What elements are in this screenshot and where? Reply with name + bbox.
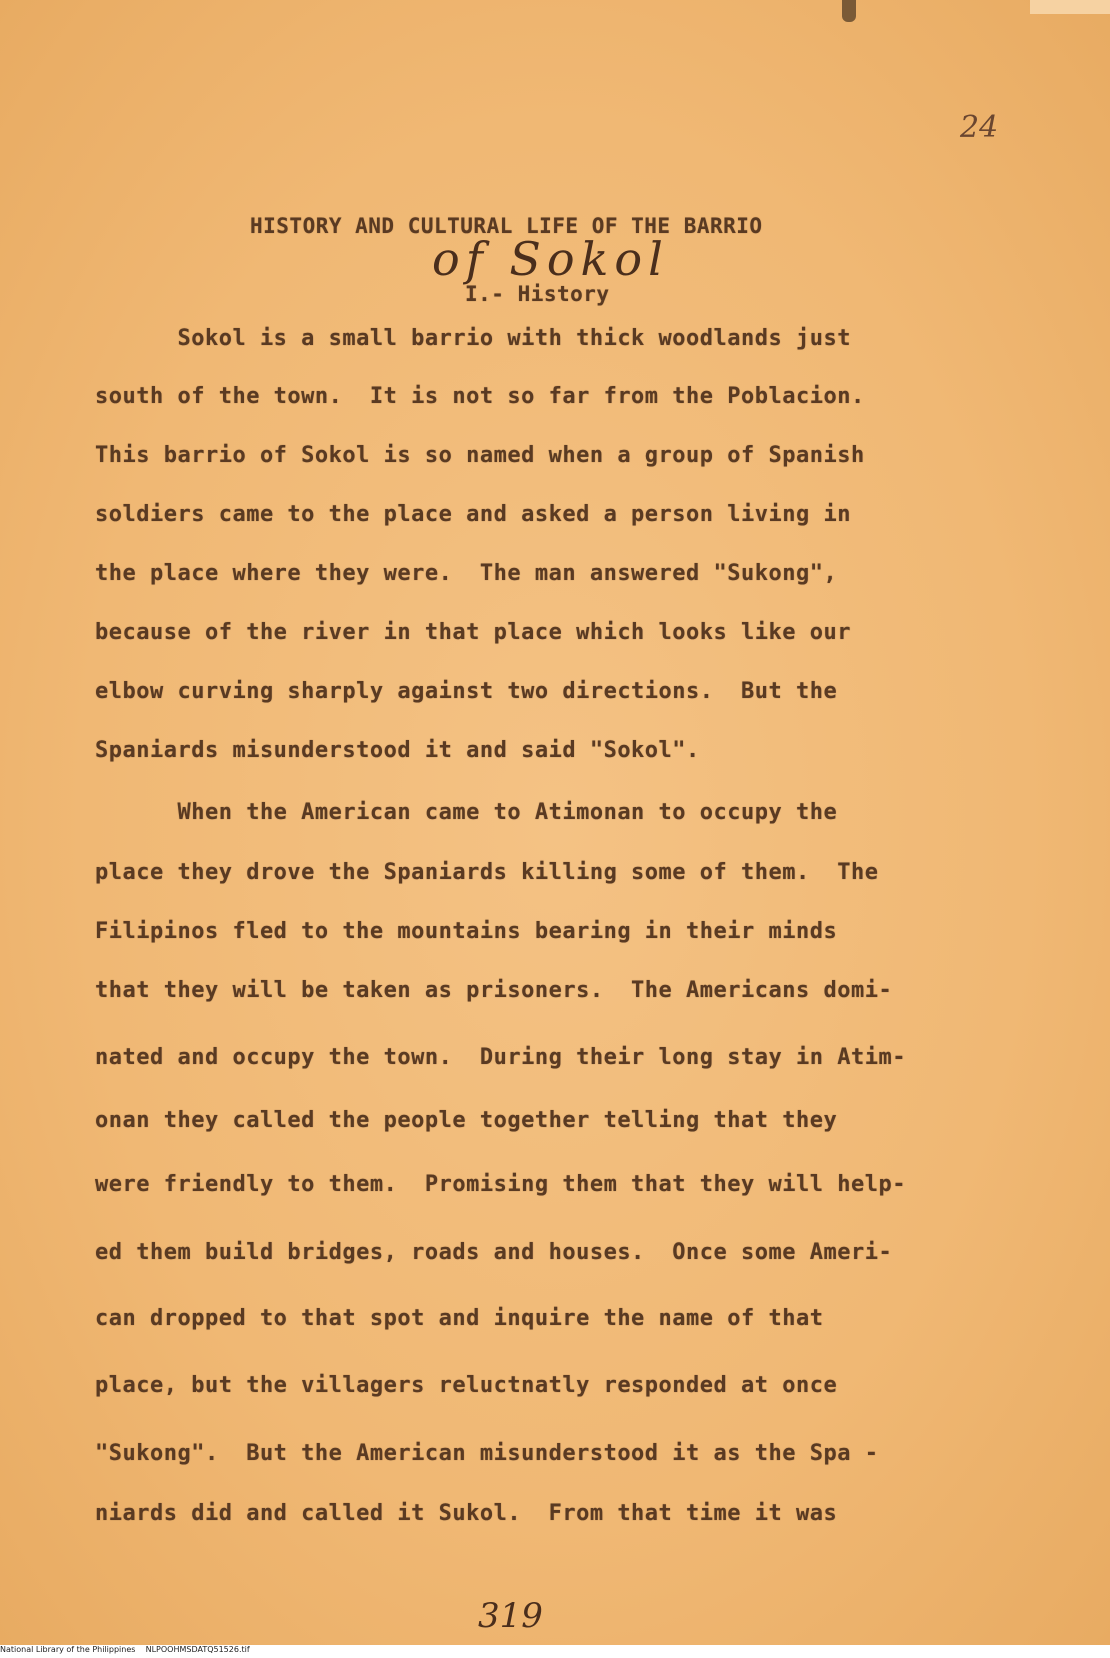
document-title: HISTORY AND CULTURAL LIFE OF THE BARRIO <box>250 214 763 238</box>
handwritten-page-mark: 24 <box>960 110 999 145</box>
paper-tear <box>842 0 856 22</box>
body-line-4: soldiers came to the place and asked a person living in <box>95 502 851 527</box>
body-line-19: "Sukong". But the American misunderstood it as the Spa - <box>95 1441 879 1466</box>
body-line-16: ed them build bridges, roads and houses. Once some Ameri- <box>95 1240 893 1265</box>
footer-caption: National Library of the Philippines NLPOOHMSDATQ51526.tif <box>0 1645 250 1654</box>
handwritten-page-number: 319 <box>478 1596 543 1636</box>
body-line-1: Sokol is a small barrio with thick woodlands just <box>95 326 851 351</box>
body-line-9: When the American came to Atimonan to occupy the <box>95 800 838 825</box>
body-line-2: south of the town. It is not so far from the Poblacion. <box>95 384 865 409</box>
body-line-11: Filipinos fled to the mountains bearing in their minds <box>95 919 838 944</box>
body-line-8: Spaniards misunderstood it and said "Sokol". <box>95 738 700 763</box>
section-heading: I.- History <box>465 282 610 306</box>
body-line-17: can dropped to that spot and inquire the name of that <box>95 1306 824 1331</box>
body-line-6: because of the river in that place which looks like our <box>95 620 851 645</box>
body-line-12: that they will be taken as prisoners. The Americans domi- <box>95 978 893 1003</box>
body-line-10: place they drove the Spaniards killing some of them. The <box>95 860 879 885</box>
paper-corner <box>1030 0 1110 14</box>
body-line-13: nated and occupy the town. During their long stay in Atim- <box>95 1045 906 1070</box>
body-line-18: place, but the villagers reluctnatly responded at once <box>95 1373 838 1398</box>
handwritten-barrio-name: of Sokol <box>432 232 669 286</box>
body-line-20: niards did and called it Sukol. From that time it was <box>95 1501 838 1526</box>
body-line-5: the place where they were. The man answered "Sukong", <box>95 561 838 586</box>
body-line-15: were friendly to them. Promising them that they will help- <box>95 1172 906 1197</box>
body-line-7: elbow curving sharply against two directions. But the <box>95 679 838 704</box>
body-line-14: onan they called the people together telling that they <box>95 1108 838 1133</box>
body-line-3: This barrio of Sokol is so named when a group of Spanish <box>95 443 865 468</box>
